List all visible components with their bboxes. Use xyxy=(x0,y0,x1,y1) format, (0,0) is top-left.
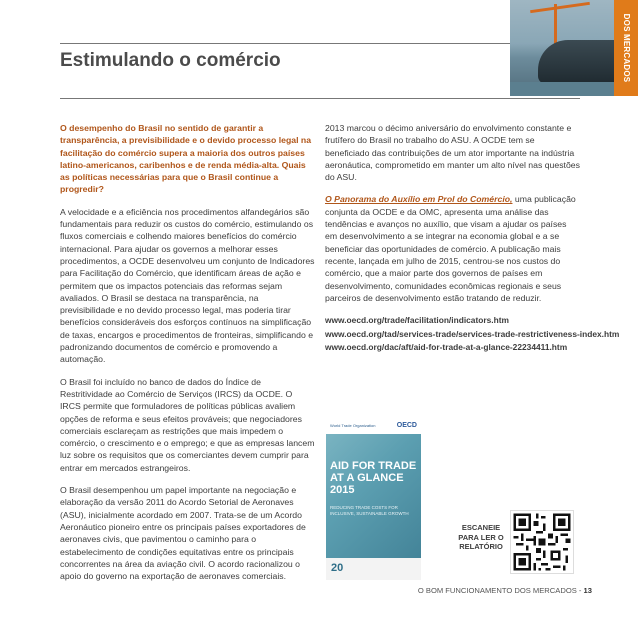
page-title: Estimulando o comércio xyxy=(60,50,281,71)
right-column xyxy=(325,122,620,355)
scan-label: ESCANEIE PARA LER O RELATÓRIO xyxy=(458,523,504,551)
paragraph-1: A velocidade e a eficiência nos procedimentos alfandegários são fundamentais para reduzir os custos do comércio, estimulando os fluxos comerciais e colhendo maiores benefícios do comércio internacional. Para ajudar os governos a melhorar esses procedimentos, a OCDE desenvolveu um conjunto de Indicadores para Facilitação do Comércio, que identificam áreas de ação e permitem que os impactos potenciais das reformas sejam avaliados. O Brasil se destaca na transparência, na previsibilidade e no devido processo legal, mas poderia tirar benefícios consideráveis dos esforços contínuos na simplificação de taxas, encargos e procedimentos de fronteiras, simplificando e padronizando documentos de comércio e promovendo a automação. xyxy=(60,206,315,365)
paragraph-3: O Brasil desempenhou um papel importante na negociação e elaboração da versão 2011 do Acordo Setorial de Aeronaves (ASU), inicialmente acordado em 2007. Trata-se de um Acordo Aeronáutico pioneiro entre os principais países exportadores de aeronaves civis, que pavimentou o caminho para o estabelecimento de condições equitativas entre os principais concorrentes na área da aviação civil. O acordo racionalizou o apoio do governo na exportação de aeronaves comerciais. xyxy=(60,485,306,582)
footer-section-text: O BOM FUNCIONAMENTO DOS MERCADOS xyxy=(417,586,577,595)
section-tab xyxy=(614,0,638,96)
sea-shape xyxy=(510,82,614,96)
report-cover xyxy=(326,420,421,580)
cover-subtitle: REDUCING TRADE COSTS FOR INCLUSIVE, SUSTAINABLE GROWTH xyxy=(330,505,409,516)
lead-paragraph: O desempenho do Brasil no sentido de garantir a transparência, a previsibilidade e o devido processo legal na facilitação do comércio supera a maioria dos outros países latino-americanos, caribenhos e de renda média-alta. Quais as políticas necessárias para que o Brasil continue a progredir? xyxy=(60,123,312,195)
title-rule xyxy=(60,98,580,99)
qr-code-icon[interactable] xyxy=(510,510,574,574)
qr-code-graphic xyxy=(511,511,573,573)
link-services-trade-index[interactable]: www.oecd.org/tad/services-trade/services-trade-restrictiveness-index.htm xyxy=(325,328,620,339)
paragraph-5-body: uma publicação conjunta da OCDE e da OMC, apresenta uma análise das tendências e avanços no auxílio, que visam a ajudar os países em desenvolvimento a se integrar na economia global e a se beneficiar das oportunidades de comércio. A publicação mais recente, lançada em julho de 2015, centrou-se nos custos do comércio, que a maior parte dos governos de países em desenvolvimento, comunidades econômicas regionais e seus parceiros de desenvolvimento estão tratando de reduzir. xyxy=(325,194,576,303)
page-footer: O BOM FUNCIONAMENTO DOS MERCADOS - 13 xyxy=(417,586,592,595)
paragraph-2: O Brasil foi incluído no banco de dados do Índice de Restritividade ao Comércio de Serviços (IRCS) da OCDE. O IRCS permite que formuladores de políticas públicas avaliem opções de reforma e seus efeitos prováveis; que negociadores comerciais esclareçam as restrições que mais impedem o comércio, o crescimento e o emprego; e que as empresas lancem luz sobre os requisitos que os comerciantes devem cumprir para entrar em mercados estrangeiros. xyxy=(60,376,315,473)
left-column xyxy=(60,122,315,592)
cover-title-line-1: AID FOR TRADE xyxy=(330,460,417,472)
links-list xyxy=(325,314,620,355)
publication-title[interactable]: O Panorama do Auxílio em Prol do Comércio, xyxy=(325,194,513,205)
link-facilitation-indicators[interactable]: www.oecd.org/trade/facilitation/indicators.htm xyxy=(325,315,509,326)
cover-title-line-2: AT A GLANCE xyxy=(330,472,404,484)
oecd-logo-text: OECD xyxy=(396,422,417,429)
wto-logo-text: World Trade Organization xyxy=(330,423,376,428)
page-number: 13 xyxy=(583,586,592,595)
crane-arm-shape xyxy=(530,2,590,13)
cover-anniversary-badge: 20 xyxy=(331,562,344,574)
top-rule xyxy=(60,43,510,44)
cover-title xyxy=(330,460,418,496)
section-tab-label: DOS MERCADOS xyxy=(622,13,631,83)
ship-photo xyxy=(510,0,614,96)
paragraph-5 xyxy=(325,193,580,304)
paragraph-4: 2013 marcou o décimo aniversário do envolvimento constante e frutífero do Brasil no trabalho do ASU. A OCDE tem se beneficiado das contribuições de um ator importante na indústria aeronáutica, comprometido em manter um alto nível nas questões do ASU. xyxy=(325,123,580,183)
cover-year: 2015 xyxy=(330,484,355,496)
link-aid-for-trade[interactable]: www.oecd.org/dac/aft/aid-for-trade-at-a-glance-22234411.htm xyxy=(325,342,568,353)
ship-hull-shape xyxy=(538,40,614,84)
